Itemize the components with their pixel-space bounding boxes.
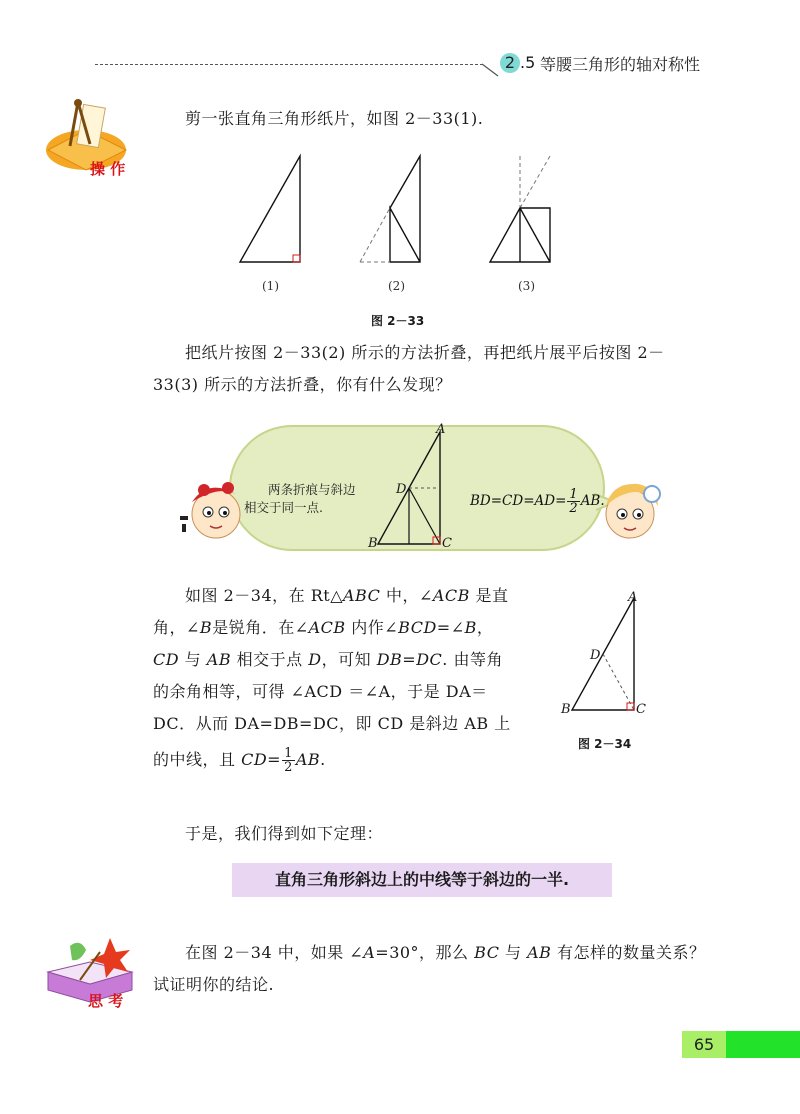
section-number-badge: 2: [500, 53, 520, 73]
operation-label: 操 作: [90, 160, 126, 178]
fold-line-1: 把纸片按图 2－33(2) 所示的方法折叠，再把纸片展平后按图 2－: [185, 343, 665, 362]
bubble-label-A: A: [436, 422, 446, 437]
fig233-sub-1: (1): [262, 279, 279, 293]
proof-line-5: DC．从而 DA=DB=DC，即 CD 是斜边 AB 上: [153, 714, 511, 733]
fig234-label-A: A: [628, 590, 638, 605]
bubble-equation: BD=CD=AD= $\frac{1}{2}$ AB.: [470, 487, 605, 516]
bubble-label-C: C: [442, 536, 452, 551]
triangle-2: [360, 156, 420, 262]
think-line-2: 试证明你的结论.: [153, 975, 275, 994]
fig234-label-D: D: [590, 648, 601, 663]
student-girl-face-icon: [178, 472, 242, 544]
bubble-label-B: B: [368, 536, 378, 551]
proof-line-3: CD 与 AB 相交于点 D，可知 DB=DC. 由等角: [153, 650, 503, 669]
header-rule: [95, 64, 483, 65]
fold-line-2: 33(3) 所示的方法折叠，你有什么发现？: [153, 375, 452, 394]
fig234-label-C: C: [636, 702, 646, 717]
student-boy-face-icon: [598, 474, 668, 546]
fig234-caption: 图 2－34: [578, 737, 632, 751]
conclusion-text: 于是，我们得到如下定理：: [185, 824, 384, 843]
section-title: 等腰三角形的轴对称性: [540, 55, 701, 74]
bubble-triangle-diagram: [360, 424, 460, 554]
bubble-left-line-1: 两条折痕与斜边: [268, 482, 356, 497]
think-line-1: 在图 2－34 中，如果 ∠A=30°，那么 BC 与 AB 有怎样的数量关系？: [185, 943, 706, 962]
theorem-box: 直角三角形斜边上的中线等于斜边的一半.: [232, 863, 612, 897]
figure-2-34: [560, 590, 650, 720]
triangle-3: [490, 156, 550, 262]
fig233-caption: 图 2－33: [371, 314, 425, 328]
fig234-label-B: B: [561, 702, 571, 717]
proof-line-1: 如图 2－34，在 Rt△ABC 中，∠ACB 是直: [185, 586, 509, 605]
section-number-decimal: .5: [520, 53, 536, 72]
proof-line-2: 角，∠B是锐角．在∠ACB 内作∠BCD=∠B，: [153, 618, 494, 637]
bubble-left-line-2: 相交于同一点.: [244, 500, 323, 515]
proof-line-4: 的余角相等，可得 ∠ACD ＝∠A，于是 DA＝: [153, 682, 488, 701]
fig233-sub-3: (3): [518, 279, 535, 293]
intro-text: 剪一张直角三角形纸片，如图 2－33(1).: [185, 109, 484, 128]
bubble-label-D: D: [396, 482, 407, 497]
think-label: 思 考: [88, 992, 124, 1010]
right-angle-mark-1: [293, 255, 300, 262]
proof-line-6: 的中线，且 CD= $\frac{1}{2}$ AB.: [153, 746, 326, 775]
fig233-sub-2: (2): [388, 279, 405, 293]
page-number: 65: [682, 1031, 726, 1058]
triangle-1: [240, 156, 300, 262]
figure-2-33: [220, 150, 580, 300]
